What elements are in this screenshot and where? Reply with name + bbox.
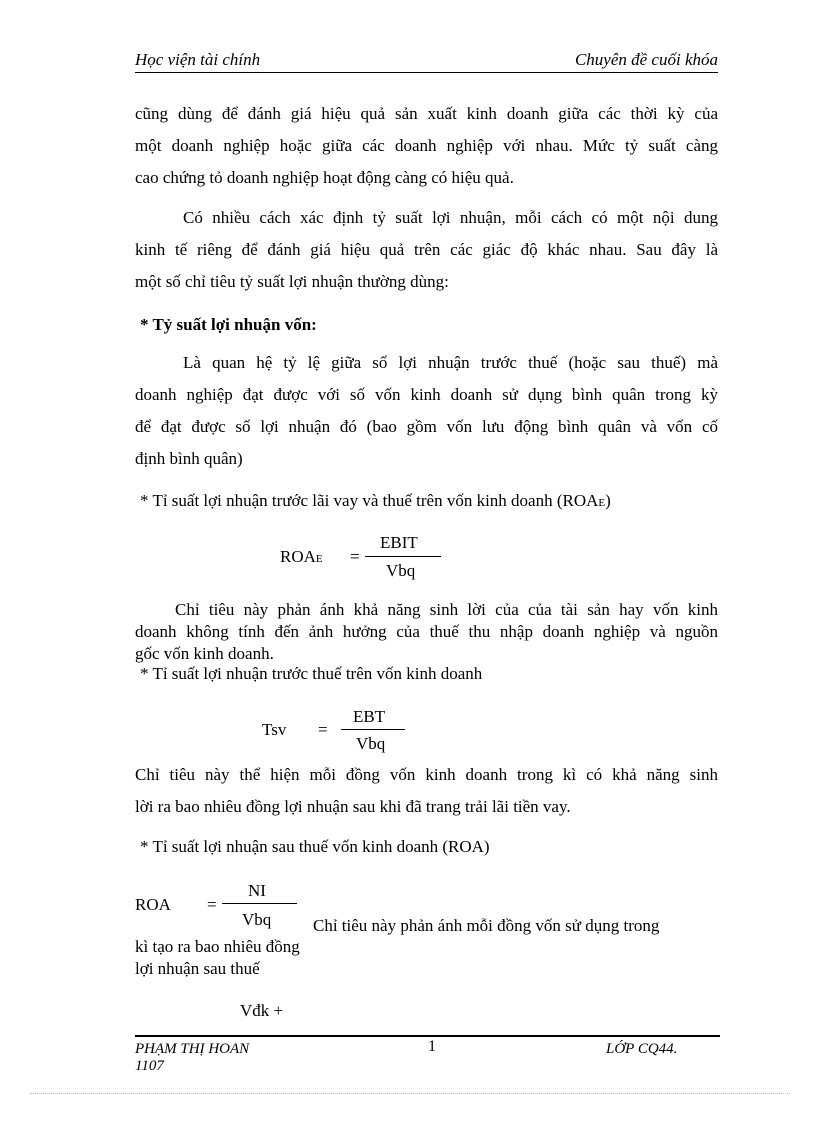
header-rule: [135, 72, 718, 73]
footer-author: PHẠM THỊ HOAN: [135, 1041, 250, 1057]
page-number: 1: [428, 1038, 436, 1055]
formula-roae-numerator: EBIT: [380, 533, 418, 552]
section-heading: * Tỷ suất lợi nhuận vốn:: [140, 315, 317, 334]
formula-tsv-numerator: EBT: [353, 707, 386, 726]
text-line: một số chỉ tiêu tỷ suất lợi nhuận thường dùng:: [135, 272, 449, 291]
roa-description-line-2: kì tạo ra bao nhiêu đồng: [135, 937, 300, 956]
text-line: doanh nghiệp đạt được với số vốn kinh doanh sử dụng bình quân trong kỳ: [135, 385, 718, 404]
text-line: gốc vốn kinh doanh.: [135, 644, 274, 663]
formula-roa-lhs: ROA: [135, 895, 171, 914]
item-roae-label: [140, 491, 611, 511]
page-edge-rule: [30, 1093, 790, 1094]
roa-description-line-3: lợi nhuận sau thuế: [135, 959, 260, 978]
paragraph-5: [135, 759, 718, 823]
formula-roae-lhs: [280, 547, 323, 567]
header-left: Học viện tài chính: [135, 50, 261, 69]
label-text: * Tỉ suất lợi nhuận trước lãi vay và thuế trên vốn kinh doanh (ROA: [140, 491, 599, 510]
paragraph-4: [135, 599, 718, 665]
text-line: lời ra bao nhiêu đồng lợi nhuận sau khi đã trang trải lãi tiền vay.: [135, 797, 571, 816]
formula-roa-equals: =: [207, 895, 217, 914]
text-line: Chỉ tiêu này thể hiện mỗi đồng vốn kinh doanh trong kì có khả năng sinh: [135, 765, 718, 784]
formula-lhs-subscript: E: [315, 553, 323, 565]
formula-tsv-denominator: Vbq: [356, 734, 386, 753]
fraction-bar: [222, 903, 297, 904]
formula-roa-numerator: NI: [248, 881, 266, 900]
item-tsv-label: * Tỉ suất lợi nhuận trước thuế trên vốn kinh doanh: [140, 664, 483, 683]
formula-roa-denominator: Vbq: [242, 910, 272, 929]
text-line: doanh không tính đến ảnh hưởng của thuế thu nhập doanh nghiệp và nguồn: [135, 622, 718, 641]
footer-class: LỚP CQ44.: [606, 1041, 678, 1057]
text-line: Là quan hệ tỷ lệ giữa số lợi nhuận trước thuế (hoặc sau thuế) mà: [183, 353, 718, 372]
formula-tsv-lhs: Tsv: [262, 720, 287, 739]
header-right: Chuyên đề cuối khóa: [574, 50, 718, 69]
paragraph-1: [135, 98, 718, 194]
text-line: cao chứng tỏ doanh nghiệp hoạt động càng có hiệu quả.: [135, 168, 514, 187]
footer-rule: [135, 1035, 720, 1037]
formula-roae-equals: =: [350, 547, 360, 566]
fraction-bar: [341, 729, 405, 730]
label-end: ): [605, 491, 611, 510]
text-line: để đạt được số lợi nhuận đó (bao gồm vốn lưu động bình quân và vốn cố: [135, 417, 718, 436]
fraction-bar: [365, 556, 441, 557]
text-line: Có nhiều cách xác định tỷ suất lợi nhuận, mỗi cách có một nội dung: [183, 208, 718, 227]
item-roa-label: * Tỉ suất lợi nhuận sau thuế vốn kinh doanh (ROA): [140, 837, 490, 856]
formula-tsv-equals: =: [318, 720, 328, 739]
formula-roae-denominator: Vbq: [386, 561, 416, 580]
text-line: định bình quân): [135, 449, 243, 468]
paragraph-3: [135, 347, 718, 475]
text-line: cũng dùng để đánh giá hiệu quả sản xuất kinh doanh giữa các thời kỳ của: [135, 104, 718, 123]
formula-lhs-text: ROA: [280, 547, 316, 566]
label-subscript: E: [598, 497, 606, 509]
text-line: Chỉ tiêu này phản ánh khả năng sinh lời của của tài sản hay vốn kinh: [175, 600, 718, 619]
text-line: một doanh nghiệp hoặc giữa các doanh nghiệp với nhau. Mức tỷ suất càng: [135, 136, 718, 155]
roa-description-inline: Chỉ tiêu này phản ánh mỗi đồng vốn sử dụng trong: [313, 916, 660, 935]
footer-author-id: 1107: [135, 1058, 164, 1074]
formula-fragment: Vđk +: [240, 1001, 284, 1020]
paragraph-2: [135, 202, 718, 298]
text-line: kinh tế riêng để đánh giá hiệu quả trên các giác độ khác nhau. Sau đây là: [135, 240, 718, 259]
